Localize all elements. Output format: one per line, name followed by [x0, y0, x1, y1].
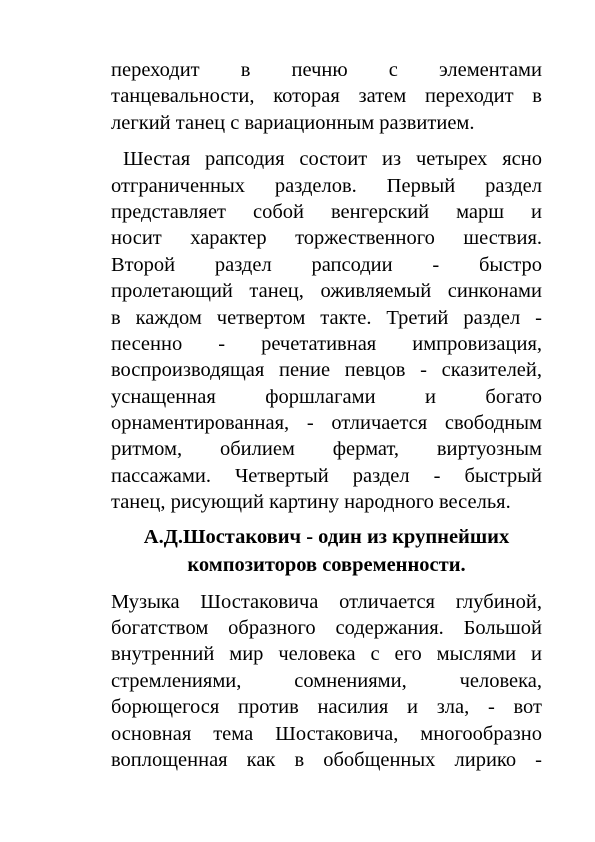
text-line: пассажами. Четвертый раздел - быстрый [111, 464, 542, 487]
text-line: воплощенная как в обобщенных лирико - [111, 748, 542, 771]
text-line: Шестая рапсодия состоит из четырех ясно [123, 148, 542, 171]
text-line: Музыка Шостаковича отличается глубиной, [111, 590, 542, 613]
text-line: ритмом, обилием фермат, виртуозным [111, 438, 542, 461]
text-line: в каждом четвертом такте. Третий раздел - [111, 306, 542, 329]
text-line: легкий танец с вариационным развитием. [111, 111, 475, 134]
text-line: пролетающий танец, оживляемый синконами [111, 280, 542, 303]
paragraph-gap [111, 136, 542, 146]
text-line: основная тема Шостаковича, многообразно [111, 722, 542, 745]
text-line: стремлениями, сомнениями, человека, [111, 669, 542, 692]
paragraph-2 [111, 146, 542, 515]
text-line: песенно - речетативная импровизация, [111, 332, 542, 355]
text-line: воспроизводящая пение певцов - сказителей, [111, 359, 542, 382]
section-heading [111, 523, 542, 579]
text-line: внутренний мир человека с его мыслями и [111, 643, 542, 666]
text-line: уснащенная форшлагами и богато [111, 385, 542, 408]
paragraph-3 [111, 589, 542, 774]
text-line: танец, рисующий картину народного веселья. [111, 491, 511, 514]
heading-line: А.Д.Шостакович - один из крупнейших [143, 525, 510, 548]
text-line: отграниченных разделов. Первый раздел [111, 174, 542, 197]
text-line: представляет собой венгерский марш и [111, 200, 542, 223]
paragraph-1 [111, 57, 542, 136]
text-line: переходит в печню с элементами [111, 59, 542, 81]
heading-line: композиторов современности. [187, 553, 466, 576]
text-line: борющегося против насилия и зла, - вот [111, 696, 542, 719]
text-line: носит характер торжественного шествия. [111, 227, 542, 250]
document-page [111, 57, 542, 773]
paragraph-gap [111, 516, 542, 523]
text-line: Второй раздел рапсодии - быстро [111, 253, 542, 276]
text-line: орнаментированная, - отличается свободным [111, 412, 542, 435]
text-line: богатством образного содержания. Большой [111, 617, 542, 640]
text-line: танцевальности, которая затем переходит в [111, 85, 542, 108]
